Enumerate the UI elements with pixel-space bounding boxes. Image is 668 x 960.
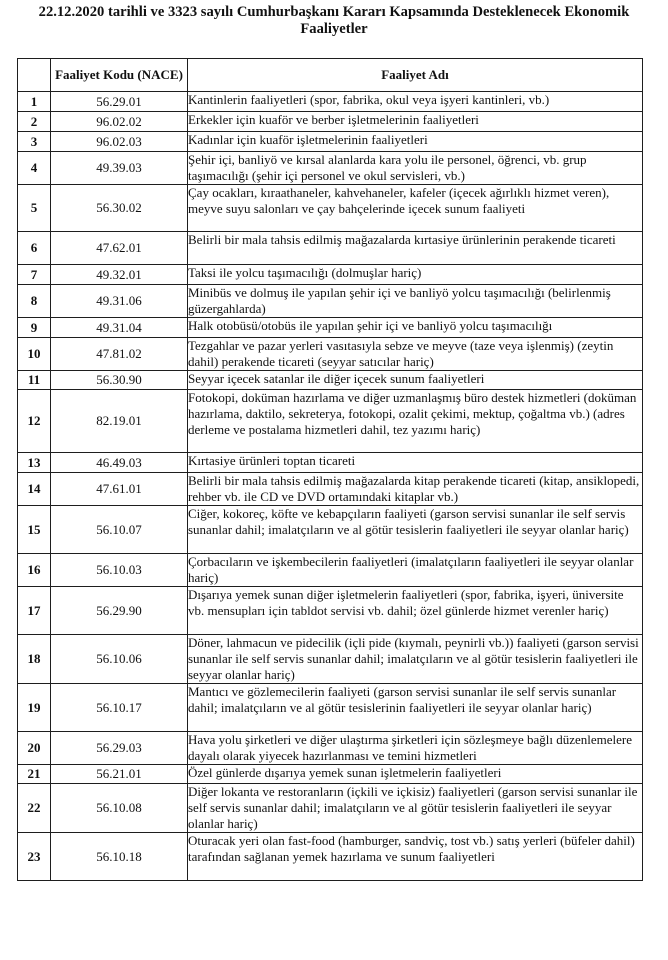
activity-name: Çorbacıların ve işkembecilerin faaliyetleri (imalatçıların faaliyetleri ile seyyar olanlar hariç) — [188, 554, 643, 587]
activity-name: Erkekler için kuaför ve berber işletmelerinin faaliyetleri — [188, 112, 643, 132]
row-number: 3 — [18, 132, 51, 152]
table-row — [18, 473, 643, 506]
nace-code: 96.02.03 — [51, 132, 188, 152]
row-number: 16 — [18, 554, 51, 587]
activity-name: Kantinlerin faaliyetleri (spor, fabrika, okul veya işyeri kantinleri, vb.) — [188, 92, 643, 112]
row-number: 7 — [18, 265, 51, 285]
activity-name: Seyyar içecek satanlar ile diğer içecek sunum faaliyetleri — [188, 371, 643, 390]
table-row — [18, 152, 643, 185]
nace-code: 46.49.03 — [51, 453, 188, 473]
nace-code: 56.10.07 — [51, 506, 188, 554]
table-row — [18, 285, 643, 318]
row-number: 21 — [18, 765, 51, 784]
table-row — [18, 232, 643, 265]
activity-name: Fotokopi, doküman hazırlama ve diğer uzmanlaşmış büro destek hizmetleri (doküman hazırlama, daktilo, sekreterya, fotokopi, ozalit çekimi, mektup, çoğaltma vb.) (adres derleme ve postalama hizmetleri dahil, tez yazımı hariç) — [188, 390, 643, 453]
header-no — [18, 59, 51, 92]
row-number: 5 — [18, 185, 51, 232]
header-name: Faaliyet Adı — [188, 59, 643, 92]
table-row — [18, 265, 643, 285]
activity-name: Diğer lokanta ve restoranların (içkili ve içkisiz) faaliyetleri (garson servisi sunanlar ile self servis sunanlar dahil; imalatçıların ve al götür tesislerin faaliyetleri ile seyyar olanlar hariç) — [188, 784, 643, 833]
table-row — [18, 92, 643, 112]
nace-code: 56.10.18 — [51, 833, 188, 881]
nace-code: 96.02.02 — [51, 112, 188, 132]
table-row — [18, 732, 643, 765]
nace-code: 56.21.01 — [51, 765, 188, 784]
nace-code: 56.29.01 — [51, 92, 188, 112]
activity-name: Şehir içi, banliyö ve kırsal alanlarda kara yolu ile personel, öğrenci, vb. grup taşımacılığı (şehir içi personel ve okul servisleri, vb.) — [188, 152, 643, 185]
nace-code: 82.19.01 — [51, 390, 188, 453]
table-body — [18, 92, 643, 881]
activity-name: Hava yolu şirketleri ve diğer ulaştırma şirketleri için sözleşmeye bağlı düzenlemelere dayalı olarak yiyecek hazırlanması ve temini hizmetleri — [188, 732, 643, 765]
table-row — [18, 784, 643, 833]
table-row — [18, 765, 643, 784]
table-row — [18, 318, 643, 338]
activity-name: Tezgahlar ve pazar yerleri vasıtasıyla sebze ve meyve (taze veya işlenmiş) (zeytin dahil) perakende ticareti (seyyar satıcılar hariç) — [188, 338, 643, 371]
row-number: 17 — [18, 587, 51, 635]
activity-name: Kırtasiye ürünleri toptan ticareti — [188, 453, 643, 473]
document-title: 22.12.2020 tarihli ve 3323 sayılı Cumhurbaşkanı Kararı Kapsamında Desteklenecek Ekonomik Faaliyetler — [38, 4, 630, 37]
row-number: 22 — [18, 784, 51, 833]
row-number: 6 — [18, 232, 51, 265]
activity-name: Kadınlar için kuaför işletmelerinin faaliyetleri — [188, 132, 643, 152]
row-number: 8 — [18, 285, 51, 318]
row-number: 15 — [18, 506, 51, 554]
nace-code: 49.31.06 — [51, 285, 188, 318]
table-row — [18, 453, 643, 473]
nace-code: 56.30.02 — [51, 185, 188, 232]
activity-name: Taksi ile yolcu taşımacılığı (dolmuşlar hariç) — [188, 265, 643, 285]
row-number: 14 — [18, 473, 51, 506]
row-number: 23 — [18, 833, 51, 881]
activity-name: Halk otobüsü/otobüs ile yapılan şehir içi ve banliyö yolcu taşımacılığı — [188, 318, 643, 338]
nace-code: 56.10.06 — [51, 635, 188, 684]
nace-code: 49.32.01 — [51, 265, 188, 285]
table-row — [18, 390, 643, 453]
row-number: 18 — [18, 635, 51, 684]
table-row — [18, 506, 643, 554]
row-number: 13 — [18, 453, 51, 473]
row-number: 4 — [18, 152, 51, 185]
table-row — [18, 338, 643, 371]
table-row — [18, 112, 643, 132]
activity-name: Minibüs ve dolmuş ile yapılan şehir içi ve banliyö yolcu taşımacılığı (belirlenmiş güzergahlarda) — [188, 285, 643, 318]
row-number: 19 — [18, 684, 51, 732]
row-number: 11 — [18, 371, 51, 390]
table-row — [18, 554, 643, 587]
nace-code: 56.30.90 — [51, 371, 188, 390]
activity-name: Çay ocakları, kıraathaneler, kahvehaneler, kafeler (içecek ağırlıklı hizmet veren), meyve suyu salonları ve çay bahçelerinde içecek sunum faaliyeti — [188, 185, 643, 232]
table-row — [18, 635, 643, 684]
table-row — [18, 132, 643, 152]
activity-name: Mantıcı ve gözlemecilerin faaliyeti (garson servisi sunanlar ile self servis sunanlar dahil; imalatçıların ve al götür tesislerinin faaliyetleri ile seyyar olanlar hariç) — [188, 684, 643, 732]
table-row — [18, 833, 643, 881]
nace-code: 47.61.01 — [51, 473, 188, 506]
activity-name: Belirli bir mala tahsis edilmiş mağazalarda kırtasiye ürünlerinin perakende ticareti — [188, 232, 643, 265]
nace-code: 49.39.03 — [51, 152, 188, 185]
nace-code: 56.29.90 — [51, 587, 188, 635]
activity-name: Döner, lahmacun ve pidecilik (içli pide (kıymalı, peynirli vb.)) faaliyeti (garson servisi sunanlar ile self servis sunanlar dahil; imalatçıların ve al götür tesislerin faaliyetleri ile seyyar olanlar hariç) — [188, 635, 643, 684]
table-row — [18, 684, 643, 732]
row-number: 9 — [18, 318, 51, 338]
row-number: 12 — [18, 390, 51, 453]
table-row — [18, 587, 643, 635]
nace-code: 56.10.17 — [51, 684, 188, 732]
activity-name: Ciğer, kokoreç, köfte ve kebapçıların faaliyeti (garson servisi sunanlar ile self servis sunanlar dahil; imalatçıların ve al götür tesislerin faaliyetleri ile seyyar olanlar hariç) — [188, 506, 643, 554]
activity-name: Dışarıya yemek sunan diğer işletmelerin faaliyetleri (spor, fabrika, işyeri, üniversite vb. mensupları için tabldot servisi vb. dahil; özel günlerde hizmet verenler hariç) — [188, 587, 643, 635]
activity-name: Özel günlerde dışarıya yemek sunan işletmelerin faaliyetleri — [188, 765, 643, 784]
row-number: 1 — [18, 92, 51, 112]
activities-table — [17, 58, 643, 881]
table-row — [18, 185, 643, 232]
row-number: 10 — [18, 338, 51, 371]
nace-code: 47.62.01 — [51, 232, 188, 265]
nace-code: 56.29.03 — [51, 732, 188, 765]
nace-code: 49.31.04 — [51, 318, 188, 338]
nace-code: 47.81.02 — [51, 338, 188, 371]
header-code: Faaliyet Kodu (NACE) — [51, 59, 188, 92]
nace-code: 56.10.03 — [51, 554, 188, 587]
table-row — [18, 371, 643, 390]
row-number: 20 — [18, 732, 51, 765]
nace-code: 56.10.08 — [51, 784, 188, 833]
activity-name: Belirli bir mala tahsis edilmiş mağazalarda kitap perakende ticareti (kitap, ansiklopedi, rehber vb. ile CD ve DVD ortamındaki kitaplar vb.) — [188, 473, 643, 506]
row-number: 2 — [18, 112, 51, 132]
activity-name: Oturacak yeri olan fast-food (hamburger, sandviç, tost vb.) satış yerleri (büfeler dahil) tarafından sağlanan yemek hazırlama ve sunum faaliyetleri — [188, 833, 643, 881]
table-header-row — [18, 59, 643, 92]
